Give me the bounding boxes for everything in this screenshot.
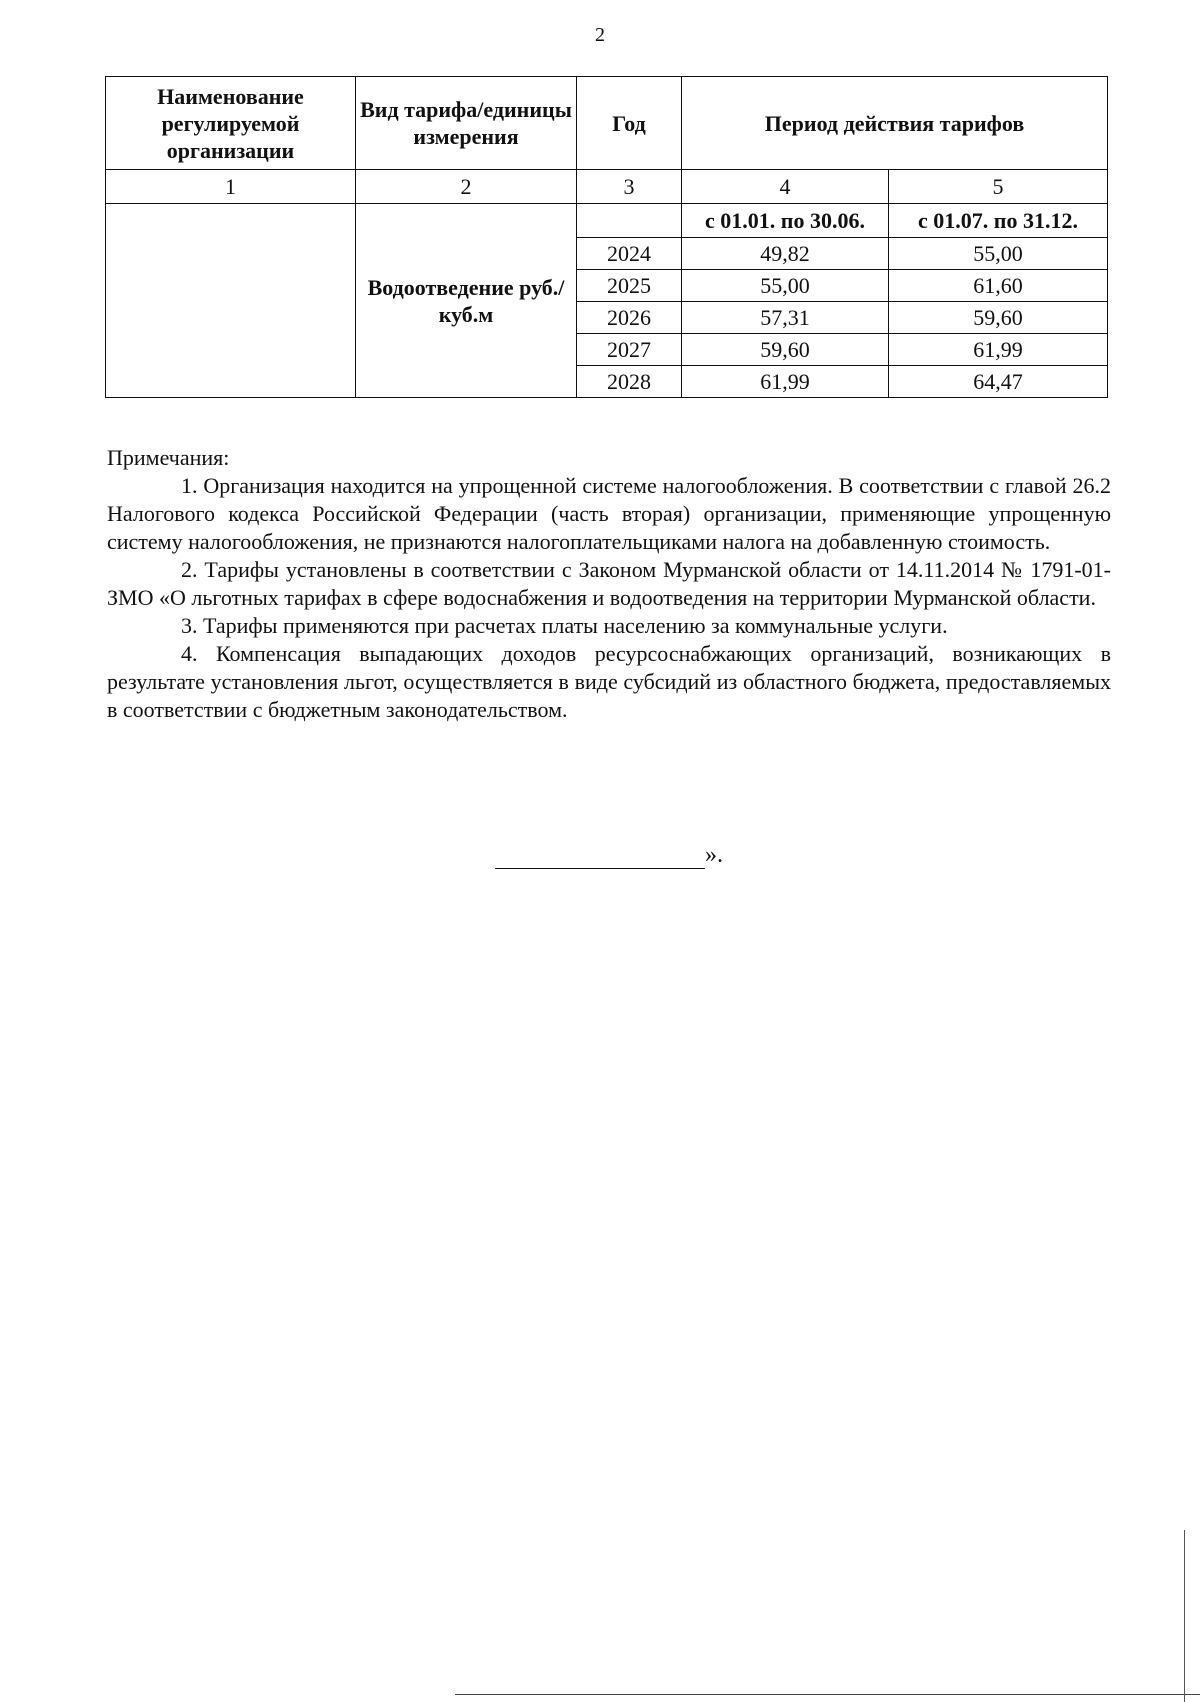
year-cell: 2028 — [577, 366, 682, 398]
period-header-second-half: с 01.07. по 31.12. — [889, 204, 1108, 238]
note-item: 3. Тарифы применяются при расчетах платы населению за коммунальные услуги. — [181, 613, 948, 638]
column-number: 3 — [577, 170, 682, 204]
tariff-first-half: 61,99 — [682, 366, 889, 398]
header-organization: Наименование регулируемой организации — [106, 77, 356, 170]
column-number: 1 — [106, 170, 356, 204]
closing-quote: ». — [705, 842, 723, 868]
tariff-second-half: 59,60 — [889, 302, 1108, 334]
tariff-second-half: 55,00 — [889, 238, 1108, 270]
header-period: Период действия тарифов — [682, 77, 1108, 170]
tariff-table — [105, 76, 1108, 398]
column-number: 2 — [356, 170, 577, 204]
closing-line — [495, 842, 723, 869]
note-item: 2. Тарифы установлены в соответствии с Законом Мурманской области от 14.11.2014 № 1791-01-ЗМО «О льготных тарифах в сфере водоснабжения и водоотведения на территории Мурманской области. — [107, 557, 1111, 610]
page-number: 2 — [595, 24, 605, 46]
tariff-type-cell: Водоотведение руб./куб.м — [356, 204, 577, 398]
bottom-edge-line — [455, 1694, 1200, 1695]
tariff-first-half: 55,00 — [682, 270, 889, 302]
tariff-second-half: 64,47 — [889, 366, 1108, 398]
year-cell: 2027 — [577, 334, 682, 366]
header-year: Год — [577, 77, 682, 170]
tariff-first-half: 57,31 — [682, 302, 889, 334]
column-number: 5 — [889, 170, 1108, 204]
tariff-second-half: 61,99 — [889, 334, 1108, 366]
notes-title: Примечания: — [107, 445, 230, 470]
right-edge-line — [1184, 1530, 1185, 1702]
year-cell: 2025 — [577, 270, 682, 302]
column-number: 4 — [682, 170, 889, 204]
header-tariff-type: Вид тарифа/единицы измерения — [356, 77, 577, 170]
tariff-first-half: 49,82 — [682, 238, 889, 270]
note-item: 1. Организация находится на упрощенной системе налогообложения. В соответствии с главой 26.2 Налогового кодекса Российской Федерации (часть вторая) организации, применяющие упрощенную систему налогообложения, не признаются налогоплательщиками налога на добавленную стоимость. — [107, 473, 1111, 554]
period-header-first-half: с 01.01. по 30.06. — [682, 204, 889, 238]
year-cell: 2026 — [577, 302, 682, 334]
tariff-first-half: 59,60 — [682, 334, 889, 366]
note-item: 4. Компенсация выпадающих доходов ресурсоснабжающих организаций, возникающих в результате установления льгот, осуществляется в виде субсидий из областного бюджета, предоставляемых в соответствии с бюджетным законодательством. — [107, 641, 1111, 722]
notes-section — [107, 444, 1111, 724]
signature-line — [495, 844, 705, 869]
tariff-second-half: 61,60 — [889, 270, 1108, 302]
organization-cell — [106, 204, 356, 398]
year-header-empty — [577, 204, 682, 238]
year-cell: 2024 — [577, 238, 682, 270]
